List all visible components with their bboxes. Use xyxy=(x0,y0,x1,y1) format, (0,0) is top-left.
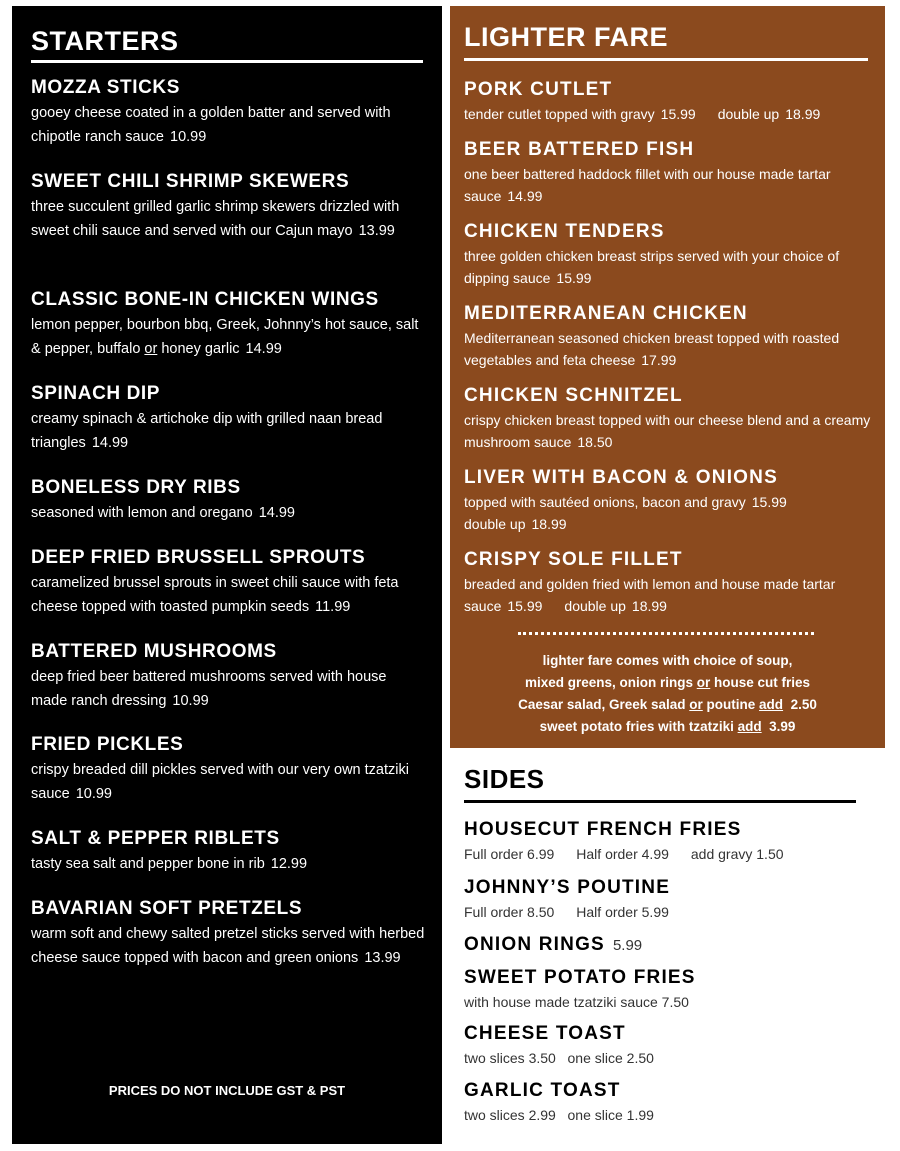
lighter-fare-note: lighter fare comes with choice of soup, mixed greens, onion rings or house cut fries Caesar salad, Greek salad or poutine add 2.50 sweet potato fries with tzatziki add 3.99 xyxy=(518,653,817,734)
item-name: CHICKEN SCHNITZEL xyxy=(464,385,683,406)
item-name: LIVER WITH BACON & ONIONS xyxy=(464,467,778,488)
item-desc: Full order 8.50 Half order 5.99 xyxy=(464,904,669,920)
item-name: BAVARIAN SOFT PRETZELS xyxy=(31,898,303,919)
item-price: 14.99 xyxy=(258,505,295,521)
item-price: 10.99 xyxy=(75,786,112,802)
dotted-divider xyxy=(518,632,814,635)
menu-item-spinach-dip xyxy=(31,382,426,455)
sides-title: SIDES xyxy=(464,764,545,794)
menu-item-pork-cutlet xyxy=(464,78,874,125)
item-name: SPINACH DIP xyxy=(31,383,161,404)
item-price: 15.99 xyxy=(751,494,787,510)
item-desc: Mediterranean seasoned chicken breast topped with roasted vegetables and feta cheese 17.99 xyxy=(464,330,840,368)
menu-item-riblets xyxy=(31,827,426,876)
menu-item-mediterranean-chicken xyxy=(464,302,874,371)
item-name: ONION RINGS 5.99 xyxy=(464,934,643,955)
item-desc: one beer battered haddock fillet with our house made tartar sauce 14.99 xyxy=(464,166,831,204)
menu-item-mozza-sticks xyxy=(31,76,426,149)
side-item-poutine xyxy=(464,876,884,923)
item-price: 14.99 xyxy=(91,435,129,451)
side-item-garlic-toast xyxy=(464,1079,884,1126)
item-extra-price: 18.99 xyxy=(631,598,667,614)
item-name: FRIED PICKLES xyxy=(31,734,184,755)
menu-item-liver-bacon-onions xyxy=(464,466,874,535)
item-desc: three golden chicken breast strips served with your choice of dipping sauce 15.99 xyxy=(464,248,840,286)
item-desc: warm soft and chewy salted pretzel sticks served with herbed cheese sauce topped with bacon and green onions 13.99 xyxy=(31,926,425,966)
item-name: SWEET POTATO FRIES xyxy=(464,967,696,988)
menu-item-brussell-sprouts xyxy=(31,546,426,619)
item-extra-price: 18.99 xyxy=(531,516,567,532)
item-price: 14.99 xyxy=(245,341,282,357)
item-desc: creamy spinach & artichoke dip with grilled naan bread triangles 14.99 xyxy=(31,411,383,451)
item-desc: two slices 3.50 one slice 2.50 xyxy=(464,1050,654,1066)
side-item-onion-rings xyxy=(464,933,884,958)
item-name: BONELESS DRY RIBS xyxy=(31,477,241,498)
item-name: MOZZA STICKS xyxy=(31,77,180,98)
starters-title: STARTERS xyxy=(31,26,179,56)
item-price: 15.99 xyxy=(556,270,592,286)
item-extra-price: 18.99 xyxy=(785,106,821,122)
menu-item-chicken-schnitzel xyxy=(464,384,874,453)
item-desc: gooey cheese coated in a golden batter and served with chipotle ranch sauce 10.99 xyxy=(31,105,391,145)
item-name: GARLIC TOAST xyxy=(464,1080,621,1101)
item-name: DEEP FRIED BRUSSELL SPROUTS xyxy=(31,547,366,568)
item-desc: three succulent grilled garlic shrimp skewers drizzled with sweet chili sauce and served with our Cajun mayo 13.99 xyxy=(31,199,400,239)
item-price: 17.99 xyxy=(641,352,677,368)
side-item-cheese-toast xyxy=(464,1022,884,1069)
sides-title-rule xyxy=(464,800,856,803)
lighter-fare-title: LIGHTER FARE xyxy=(464,22,669,52)
item-desc: caramelized brussel sprouts in sweet chili sauce with feta cheese topped with toasted pumpkin seeds 11.99 xyxy=(31,575,399,615)
item-name: CRISPY SOLE FILLET xyxy=(464,549,683,570)
item-price: 13.99 xyxy=(358,223,395,239)
side-item-french-fries xyxy=(464,818,884,865)
menu-item-pretzels xyxy=(31,897,426,970)
item-desc: two slices 2.99 one slice 1.99 xyxy=(464,1107,654,1123)
item-price: 5.99 xyxy=(612,937,643,954)
side-item-sweet-potato-fries xyxy=(464,966,884,1013)
item-name: MEDITERRANEAN CHICKEN xyxy=(464,303,748,324)
menu-item-chicken-wings xyxy=(31,288,426,361)
item-name: BEER BATTERED FISH xyxy=(464,139,695,160)
item-name: SWEET CHILI SHRIMP SKEWERS xyxy=(31,171,350,192)
item-name: BATTERED MUSHROOMS xyxy=(31,641,277,662)
menu-item-shrimp-skewers xyxy=(31,170,426,243)
lighter-fare-title-rule xyxy=(464,58,868,61)
menu-item-dry-ribs xyxy=(31,476,426,525)
item-name: CLASSIC BONE-IN CHICKEN WINGS xyxy=(31,289,379,310)
starters-panel xyxy=(12,6,442,1144)
item-name: HOUSECUT FRENCH FRIES xyxy=(464,819,742,840)
item-price: 13.99 xyxy=(364,950,401,966)
item-price: 15.99 xyxy=(660,106,696,122)
item-desc: crispy breaded dill pickles served with our very own tzatziki sauce 10.99 xyxy=(31,762,409,802)
item-price: 11.99 xyxy=(315,599,351,615)
item-desc: Full order 6.99 Half order 4.99 add gravy 1.50 xyxy=(464,846,784,862)
item-desc: topped with sautéed onions, bacon and gravy 15.99 double up 18.99 xyxy=(464,494,787,532)
item-desc: breaded and golden fried with lemon and house made tartar sauce 15.99 double up 18.99 xyxy=(464,576,836,614)
menu-item-battered-mushrooms xyxy=(31,640,426,713)
item-name: CHEESE TOAST xyxy=(464,1023,626,1044)
starters-title-rule xyxy=(31,60,423,63)
item-desc: seasoned with lemon and oregano 14.99 xyxy=(31,505,295,521)
item-desc: with house made tzatziki sauce 7.50 xyxy=(464,994,689,1010)
item-name: JOHNNY’S POUTINE xyxy=(464,877,671,898)
item-name: CHICKEN TENDERS xyxy=(464,221,665,242)
item-desc: tasty sea salt and pepper bone in rib 12.99 xyxy=(31,856,308,872)
menu-item-beer-battered-fish xyxy=(464,138,874,207)
item-price: 10.99 xyxy=(172,693,209,709)
menu-item-chicken-tenders xyxy=(464,220,874,289)
item-desc: crispy chicken breast topped with our cheese blend and a creamy mushroom sauce 18.50 xyxy=(464,412,871,450)
item-price: 18.50 xyxy=(577,434,613,450)
tax-notice: PRICES DO NOT INCLUDE GST & PST xyxy=(108,1083,346,1098)
item-price: 10.99 xyxy=(170,129,207,145)
lighter-fare-panel xyxy=(450,6,885,748)
item-price: 14.99 xyxy=(507,188,543,204)
item-price: 12.99 xyxy=(270,856,308,872)
item-price: 15.99 xyxy=(507,598,543,614)
menu-item-sole-fillet xyxy=(464,548,874,617)
item-desc: tender cutlet topped with gravy 15.99 double up 18.99 xyxy=(464,106,821,122)
item-name: PORK CUTLET xyxy=(464,79,613,100)
item-desc: lemon pepper, bourbon bbq, Greek, Johnny’s hot sauce, salt & pepper, buffalo or honey garlic 14.99 xyxy=(31,317,419,357)
item-desc: deep fried beer battered mushrooms served with house made ranch dressing 10.99 xyxy=(31,669,387,709)
item-name: SALT & PEPPER RIBLETS xyxy=(31,828,280,849)
menu-item-fried-pickles xyxy=(31,733,426,806)
